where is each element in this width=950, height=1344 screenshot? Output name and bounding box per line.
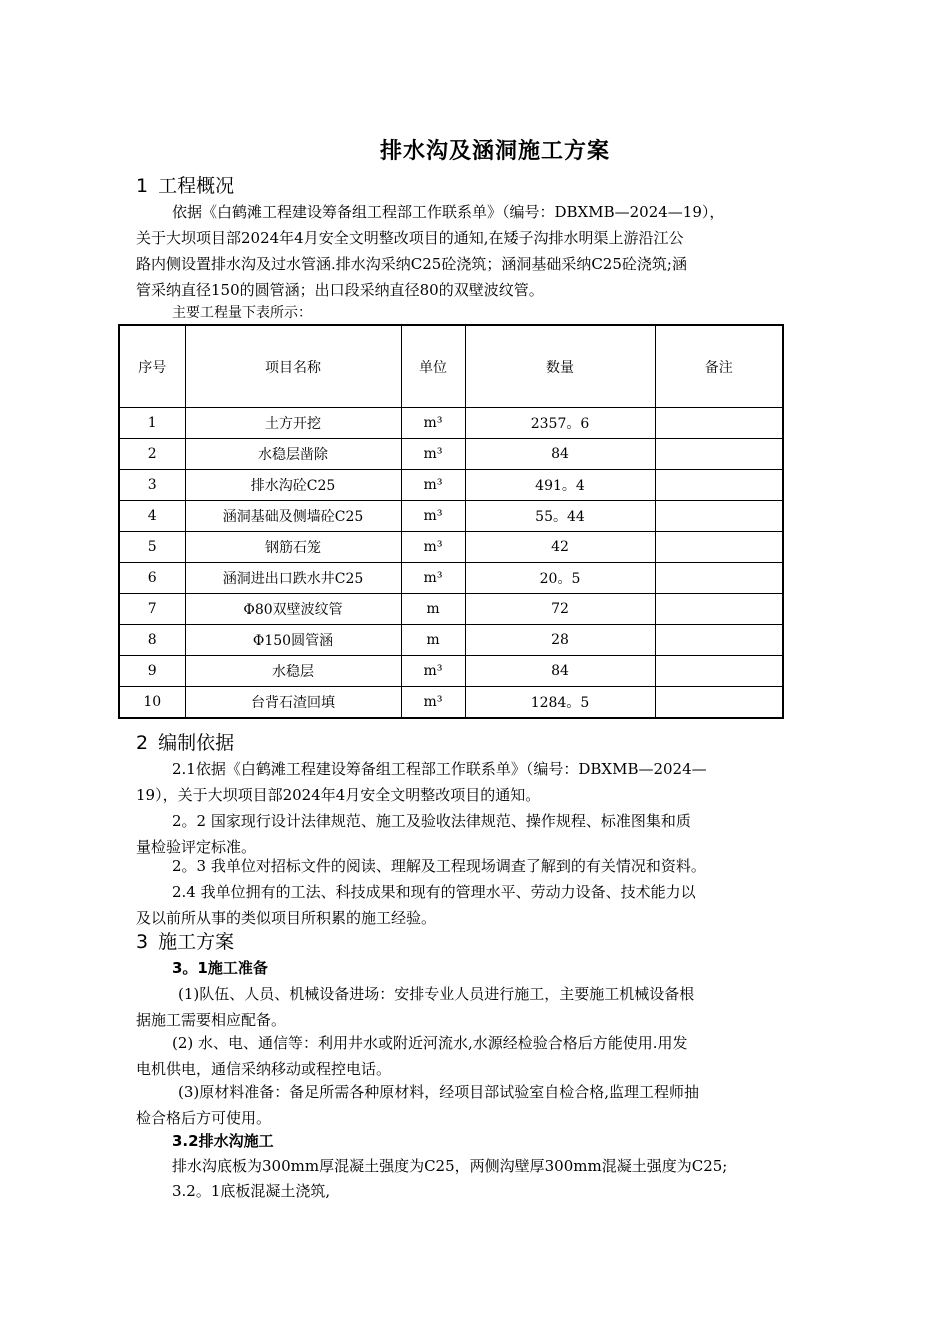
cell-remark: [655, 563, 783, 594]
s2-p1-line-2: 19），关于大坝项目部2024年4月安全文明整改项目的通知。: [136, 786, 541, 804]
cell-index: 7: [119, 594, 185, 625]
s1-line-3: 路内侧设置排水沟及过水管涵.排水沟采纳C25砼浇筑；涵洞基础采纳C25砼浇筑;涵: [136, 255, 687, 273]
cell-unit: m³: [401, 687, 465, 719]
cell-index: 1: [119, 408, 185, 439]
cell-unit: m³: [401, 439, 465, 470]
cell-remark: [655, 656, 783, 687]
s2-p2-line-2: 量检验评定标准。: [136, 838, 257, 856]
table-row: [119, 594, 783, 625]
cell-index: 3: [119, 470, 185, 501]
section-2-number: 2: [136, 732, 149, 754]
cell-index: 5: [119, 532, 185, 563]
cell-quantity: 1284。5: [465, 687, 655, 719]
table-row: [119, 625, 783, 656]
s3-i2-line-2: 电机供电，通信采纳移动或程控电话。: [136, 1060, 392, 1078]
cell-unit: m³: [401, 563, 465, 594]
s3-p6: 3.2。1底板混凝土浇筑,: [172, 1182, 331, 1200]
col-header-quantity: 数量: [465, 325, 655, 408]
section-1-number: 1: [136, 175, 149, 197]
cell-unit: m³: [401, 408, 465, 439]
cell-quantity: 72: [465, 594, 655, 625]
col-header-index: 序号: [119, 325, 185, 408]
section-3-heading: [136, 930, 234, 954]
cell-quantity: 491。4: [465, 470, 655, 501]
table-row: [119, 501, 783, 532]
cell-remark: [655, 594, 783, 625]
cell-remark: [655, 408, 783, 439]
cell-item: 涵洞进出口跌水井C25: [185, 563, 401, 594]
table-header-row: [119, 325, 783, 408]
subsection-3-1-heading: 3。1施工准备: [172, 959, 268, 977]
cell-item: Φ80双壁波纹管: [185, 594, 401, 625]
cell-unit: m: [401, 594, 465, 625]
section-1-title: 工程概况: [158, 175, 235, 197]
cell-index: 9: [119, 656, 185, 687]
table-row: [119, 470, 783, 501]
cell-remark: [655, 625, 783, 656]
cell-item: 台背石渣回填: [185, 687, 401, 719]
document-title: 排水沟及涵洞施工方案: [379, 139, 610, 164]
s2-p2-line-1: 2。2 国家现行设计法律规范、施工及验收法律规范、操作规程、标准图集和质: [172, 812, 691, 830]
table-row: [119, 563, 783, 594]
cell-item: 土方开挖: [185, 408, 401, 439]
section-1-heading: [136, 174, 234, 198]
quantity-table: [118, 324, 784, 719]
s2-p4-line-1: 2.4 我单位拥有的工法、科技成果和现有的管理水平、劳动力设备、技术能力以: [172, 883, 696, 901]
s3-i1-line-1: (1)队伍、人员、机械设备进场：安排专业人员进行施工，主要施工机械设备根: [178, 985, 695, 1003]
s3-i1-line-2: 据施工需要相应配备。: [136, 1011, 287, 1029]
cell-unit: m³: [401, 501, 465, 532]
col-header-unit: 单位: [401, 325, 465, 408]
cell-unit: m³: [401, 532, 465, 563]
cell-remark: [655, 687, 783, 719]
s1-line-4: 管采纳直径150的圆管涵；出口段采纳直径80的双壁波纹管。: [136, 281, 544, 299]
cell-quantity: 20。5: [465, 563, 655, 594]
section-2-heading: [136, 731, 234, 755]
s3-i3-line-1: (3)原材料准备：备足所需各种原材料，经项目部试验室自检合格,监理工程师抽: [178, 1083, 700, 1101]
cell-remark: [655, 439, 783, 470]
cell-item: 水稳层: [185, 656, 401, 687]
cell-item: 水稳层凿除: [185, 439, 401, 470]
cell-index: 6: [119, 563, 185, 594]
s2-p3-line-1: 2。3 我单位对招标文件的阅读、理解及工程现场调查了解到的有关情况和资料。: [172, 857, 706, 875]
cell-index: 8: [119, 625, 185, 656]
table-row: [119, 687, 783, 719]
cell-item: 排水沟砼C25: [185, 470, 401, 501]
section-2-title: 编制依据: [158, 732, 235, 754]
cell-remark: [655, 470, 783, 501]
col-header-item: 项目名称: [185, 325, 401, 408]
table-row: [119, 408, 783, 439]
col-header-remark: 备注: [655, 325, 783, 408]
table-row: [119, 656, 783, 687]
s3-p5: 排水沟底板为300mm厚混凝土强度为C25，两侧沟壁厚300mm混凝土强度为C25;: [172, 1157, 728, 1175]
table-intro: 主要工程量下表所示：: [172, 305, 312, 321]
section-3-number: 3: [136, 931, 149, 953]
cell-unit: m³: [401, 470, 465, 501]
cell-index: 10: [119, 687, 185, 719]
cell-quantity: 84: [465, 656, 655, 687]
cell-quantity: 42: [465, 532, 655, 563]
cell-item: 涵洞基础及侧墙砼C25: [185, 501, 401, 532]
s3-i3-line-2: 检合格后方可使用。: [136, 1109, 272, 1127]
cell-remark: [655, 532, 783, 563]
s3-i2-line-1: (2) 水、电、通信等：利用井水或附近河流水,水源经检验合格后方能使用.用发: [172, 1034, 688, 1052]
table-row: [119, 439, 783, 470]
subsection-3-2-heading: 3.2排水沟施工: [172, 1132, 274, 1150]
s2-p4-line-2: 及以前所从事的类似项目所积累的施工经验。: [136, 909, 437, 927]
s1-line-2: 关于大坝项目部2024年4月安全文明整改项目的通知,在矮子沟排水明渠上游沿江公: [136, 229, 684, 247]
cell-index: 4: [119, 501, 185, 532]
cell-item: 钢筋石笼: [185, 532, 401, 563]
s1-line-1: 依据《白鹤滩工程建设筹备组工程部工作联系单》（编号：DBXMB—2024—19），: [172, 203, 725, 221]
cell-index: 2: [119, 439, 185, 470]
cell-item: Φ150圆管涵: [185, 625, 401, 656]
cell-remark: [655, 501, 783, 532]
section-3-title: 施工方案: [158, 931, 235, 953]
cell-quantity: 28: [465, 625, 655, 656]
cell-quantity: 2357。6: [465, 408, 655, 439]
cell-unit: m: [401, 625, 465, 656]
table-row: [119, 532, 783, 563]
cell-quantity: 55。44: [465, 501, 655, 532]
cell-quantity: 84: [465, 439, 655, 470]
cell-unit: m³: [401, 656, 465, 687]
s2-p1-line-1: 2.1依据《白鹤滩工程建设筹备组工程部工作联系单》（编号：DBXMB—2024—: [172, 760, 707, 778]
